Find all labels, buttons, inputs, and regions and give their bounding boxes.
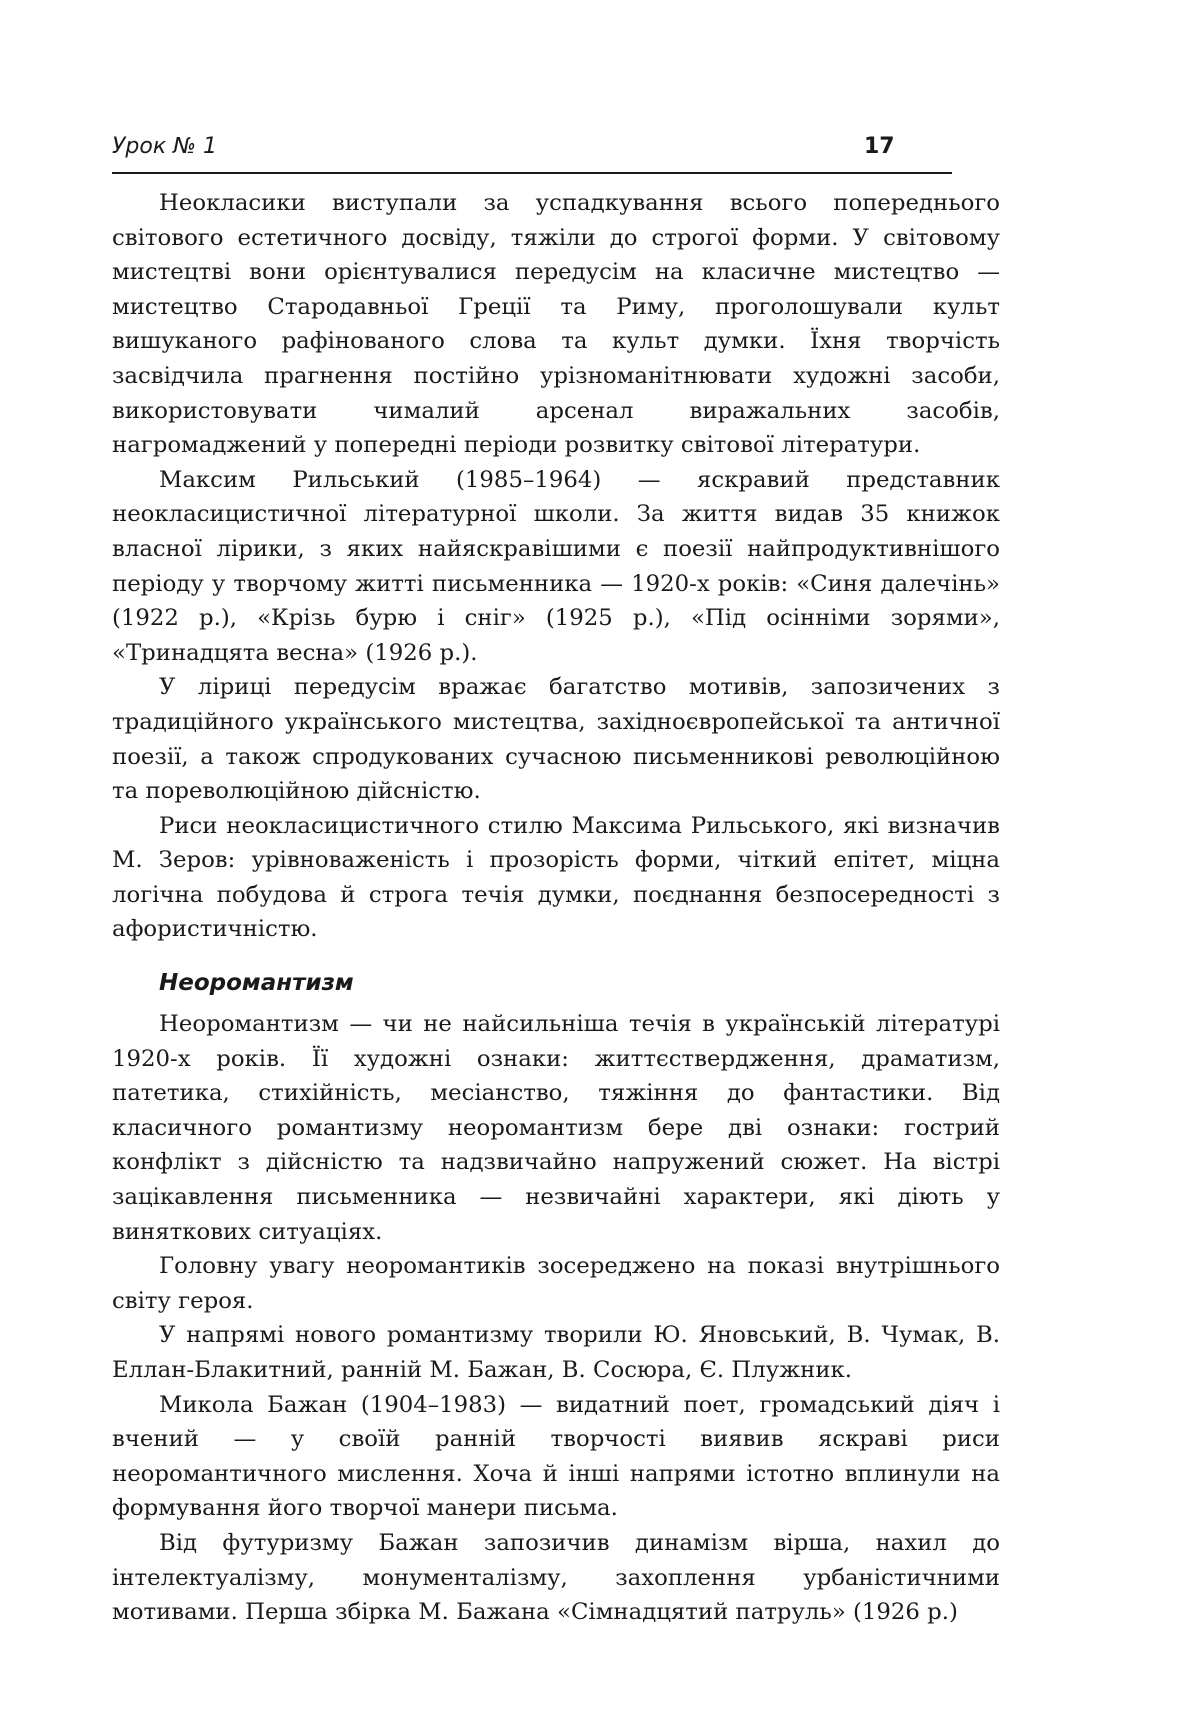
paragraph: Микола Бажан (1904–1983) — видатний поет, громадський діяч і вчений — у своїй ранній творчості виявив яскраві риси неоромантичного мислення. Хоча й інші напрями істотно вплинули на формування його творчої манери письма. (112, 1391, 1000, 1522)
running-title: Урок № 1 (112, 134, 217, 159)
paragraph: Риси неокласицистичного стилю Максима Рильського, які визначив М. Зеров: урівноваженість і прозорість форми, чіткий епітет, міцна логічна побудова й строга течія думки, поєднання безпосередності з афористичністю. (112, 812, 1000, 943)
paragraph: Головну увагу неоромантиків зосереджено на показі внутрішнього світу героя. (112, 1253, 1000, 1314)
section-neoromanticism (112, 966, 1000, 1630)
section-heading: Неоромантизм (159, 970, 354, 997)
paragraph: У ліриці передусім вражає багатство мотивів, запозичених з традиційного українського мистецтва, західноєвропейської та античної поезії, а також спродукованих сучасною письменникові революційною та пореволюційною дійсністю. (112, 674, 1000, 805)
paragraph: Від футуризму Бажан запозичив динамізм вірша, нахил до інтелектуалізму, монументалізму, захоплення урбаністичними мотивами. Перша збірка М. Бажана «Сімнадцятий патруль» (1926 р.) (112, 1529, 1000, 1626)
section-neoclassicism (112, 186, 1000, 947)
paragraph: Неоромантизм — чи не найсильніша течія в українській літературі 1920-х років. Її художні ознаки: життєствердження, драматизм, патетика, стихійність, месіанство, тяжіння до фантастики. Від класичного романтизму неоромантизм бере дві ознаки: гострий конфлікт з дійсністю та надзвичайно напружений сюжет. На вістрі зацікавлення письменника — незвичайні характери, які діють у виняткових ситуаціях. (112, 1011, 1000, 1245)
paragraph: Неокласики виступали за успадкування всього попереднього світового естетичного досвіду, тяжіли до строгої форми. У світовому мистецтві вони орієнтувалися передусім на класичне мистецтво — мистецтво Стародавньої Греції та Риму, проголошували культ вишуканого рафінованого слова та культ думки. Їхня творчість засвідчила прагнення постійно урізноманітнювати художні засоби, використовувати чималий арсенал виражальних засобів, нагромаджений у попередні періоди розвитку світової літератури. (112, 190, 1000, 459)
paragraph: У напрямі нового романтизму творили Ю. Яновський, В. Чумак, В. Еллан-Блакитний, ранній М. Бажан, В. Сосюра, Є. Плужник. (112, 1322, 1000, 1383)
body-text (112, 186, 1000, 1630)
running-header (112, 132, 952, 174)
page-number: 17 (864, 134, 895, 159)
paragraph: Максим Рильський (1985–1964) — яскравий представник неокласицистичної літературної школи. За життя видав 35 книжок власної лірики, з яких найяскравішими є поезії найпродуктивнішого періоду у творчому житті письменника — 1920-х років: «Синя далечінь» (1922 р.), «Крізь бурю і сніг» (1925 р.), «Під осінніми зорями», «Тринадцята весна» (1926 р.). (112, 466, 1000, 666)
